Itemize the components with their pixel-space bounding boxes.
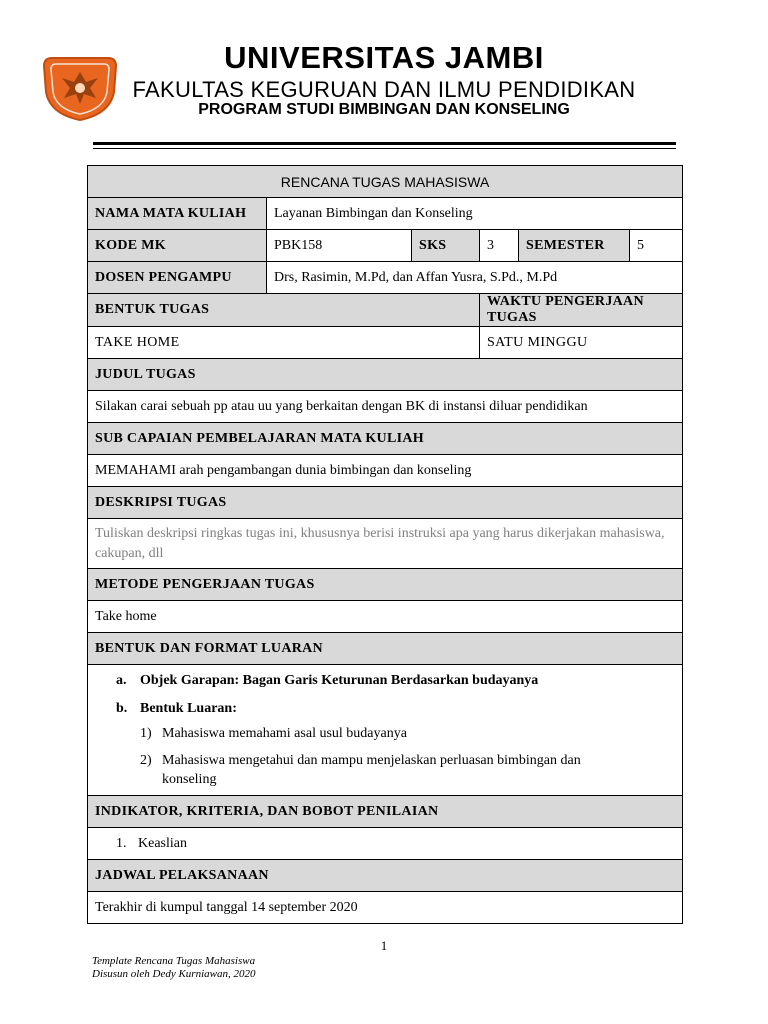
list-item-text: Mahasiswa mengetahui dan mampu menjelaskan perluasan bimbingan dan konseling (162, 752, 581, 787)
list-item-text: Mahasiswa memahami asal usul budayanya (162, 725, 407, 741)
output-format-content (88, 665, 683, 796)
list-item (116, 700, 675, 718)
assignment-title-label: JUDUL TUGAS (88, 359, 683, 391)
course-name-label: NAMA MATA KULIAH (88, 198, 267, 230)
list-item-text: Keaslian (138, 835, 187, 851)
course-code-value: PBK158 (267, 230, 412, 262)
schedule-label: JADWAL PELAKSANAAN (88, 860, 683, 892)
footer-author-note: Disusun oleh Dedy Kurniawan, 2020 (92, 968, 256, 980)
lecturer-value: Drs, Rasimin, M.Pd, dan Affan Yusra, S.Pd., M.Pd (267, 262, 683, 294)
document-title: RENCANA TUGAS MAHASISWA (88, 166, 683, 198)
credits-label: SKS (412, 230, 480, 262)
header-divider (93, 142, 676, 145)
course-code-label: KODE MK (88, 230, 267, 262)
semester-label: SEMESTER (519, 230, 630, 262)
output-format-label: BENTUK DAN FORMAT LUARAN (88, 633, 683, 665)
sub-list-item (140, 751, 675, 789)
assignment-type-label: BENTUK TUGAS (88, 294, 480, 327)
assignment-title-value: Silakan carai sebuah pp atau uu yang berkaitan dengan BK di instansi diluar pendidikan (88, 391, 683, 423)
work-time-value: SATU MINGGU (480, 327, 683, 359)
sub-cpmk-label: SUB CAPAIAN PEMBELAJARAN MATA KULIAH (88, 423, 683, 455)
page-number: 1 (380, 938, 388, 953)
list-marker: a. (116, 672, 127, 688)
list-item-text: Bentuk Luaran: (140, 700, 237, 716)
description-value: Tuliskan deskripsi ringkas tugas ini, khususnya berisi instruksi apa yang harus dikerjakan mahasiswa, cakupan, dll (88, 519, 683, 569)
sub-cpmk-value: MEMAHAMI arah pengambangan dunia bimbingan dan konseling (88, 455, 683, 487)
list-marker: 1) (140, 725, 152, 741)
list-marker: 1. (116, 835, 127, 851)
indicator-content (88, 828, 683, 860)
course-name-value: Layanan Bimbingan dan Konseling (267, 198, 683, 230)
indicator-label: INDIKATOR, KRITERIA, DAN BOBOT PENILAIAN (88, 796, 683, 828)
sub-list-item (140, 724, 675, 743)
program-name: PROGRAM STUDI BIMBINGAN DAN KONSELING (198, 101, 570, 118)
faculty-name: FAKULTAS KEGURUAN DAN ILMU PENDIDIKAN (132, 77, 636, 102)
work-time-label: WAKTU PENGERJAAN TUGAS (480, 294, 683, 327)
schedule-value: Terakhir di kumpul tanggal 14 september 2020 (88, 892, 683, 924)
credits-value: 3 (480, 230, 519, 262)
list-marker: b. (116, 700, 128, 716)
lecturer-label: DOSEN PENGAMPU (88, 262, 267, 294)
description-label: DESKRIPSI TUGAS (88, 487, 683, 519)
assignment-type-value: TAKE HOME (88, 327, 480, 359)
list-item (116, 835, 675, 853)
list-item (116, 672, 675, 690)
assignment-plan-table (87, 165, 683, 924)
semester-value: 5 (630, 230, 683, 262)
method-value: Take home (88, 601, 683, 633)
list-item-text: Objek Garapan: Bagan Garis Keturunan Berdasarkan budayanya (140, 672, 539, 688)
method-label: METODE PENGERJAAN TUGAS (88, 569, 683, 601)
list-marker: 2) (140, 752, 152, 768)
university-logo-icon (42, 52, 118, 122)
header-divider-thin (93, 148, 676, 149)
footer-template-note: Template Rencana Tugas Mahasiswa (92, 955, 256, 967)
university-name: UNIVERSITAS JAMBI (224, 40, 544, 75)
